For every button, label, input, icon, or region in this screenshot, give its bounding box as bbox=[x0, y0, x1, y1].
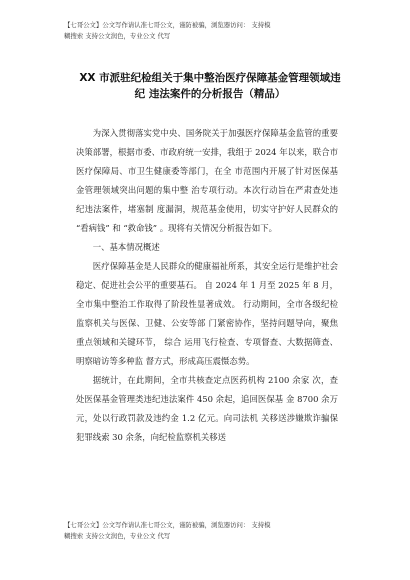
document-body bbox=[76, 124, 338, 447]
footer-notice bbox=[64, 520, 354, 542]
intro-paragraph: 为深入贯彻落实党中央、国务院关于加强医疗保障基金监管的重要决策部署，根据市委、市政府统一安排，我组于 2024 年以来，联合市医疗保障局、市卫生健康委等部门，在全 市范围内开展了针对医保基金管理领域突出问题的集中整 治专项行动。本次行动旨在严肃查处违纪违法案件，堵塞制 度漏洞，规范基金使用，切实守护好人民群众的 “看病钱” 和 “救命钱” 。现将有关情况分析报告如下。 bbox=[76, 128, 338, 233]
document-title bbox=[60, 70, 360, 102]
statistics-paragraph: 据统计，在此期间，全市共核查定点医药机构 2100 余家 次，查处医保基金管理类违纪违法案件 450 余起，追回医保基 金 8700 余万元，处以行政罚款及违约金 1.2 亿元。向司法机 关移送涉嫌欺诈骗保犯罪线索 30 余条，向纪检监察机关移送 bbox=[76, 375, 338, 442]
document-title-line-1: XX 市派驻纪检组关于集中整治医疗保障基金管理领域违 bbox=[79, 72, 341, 84]
footer-notice-line-1: 【七哥公文】公文写作请认准七哥公文，谨防被骗，浏览器访问： 支持模 bbox=[64, 521, 271, 529]
header-notice bbox=[64, 20, 354, 42]
document-title-line-2: 纪 违法案件的分析报告（精品） bbox=[134, 88, 286, 100]
section-heading-basic-overview: 一、基本情况概述 bbox=[92, 242, 160, 252]
header-notice-line-1: 【七哥公文】公文写作请认准七哥公文，谨防被骗，浏览器访问： 支持模 bbox=[64, 21, 271, 29]
footer-notice-line-2: 糊搜索 支持公文润色，专业公文 代写 bbox=[64, 532, 171, 540]
overview-paragraph: 医疗保障基金是人民群众的健康福祉所系，其安全运行是维护社会稳定、促进社会公平的重要基石。 自 2024 年 1 月至 2025 年 8 月，全市集中整治工作取得了阶段性显著成效。 行动期间，全市各级纪检监察机关与医保、卫健、公安等部 门紧密协作，坚持问题导向，聚焦重点领域和关键环节， 综合 运用飞行检查、专项督查、大数据筛查、明察暗访等多种监 督方式，形成高压震慑态势。 bbox=[76, 261, 338, 366]
header-notice-line-2: 糊搜索 支持公文润色，专业公文 代写 bbox=[64, 32, 171, 40]
